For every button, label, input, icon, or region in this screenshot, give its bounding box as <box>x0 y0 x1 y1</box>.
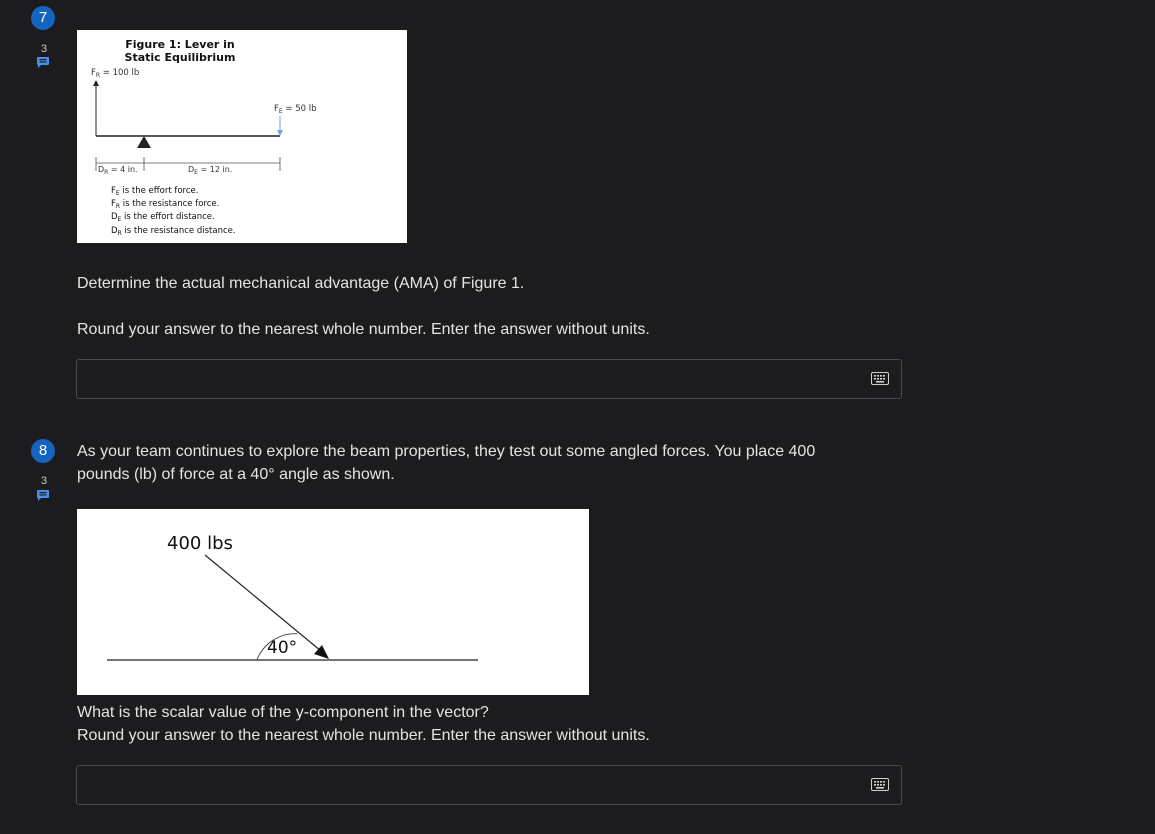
force-vector-line <box>205 555 321 651</box>
question-8-prompt <box>77 440 815 486</box>
force-label: 400 lbs <box>167 533 233 554</box>
legend-de: $D_E$ is the effort distance. <box>111 212 215 223</box>
figure-title-line2: Static Equilibrium <box>124 51 236 64</box>
question-points-8: 3 <box>40 475 48 487</box>
figure-angled-force <box>77 509 589 695</box>
legend-dr: $D_R$ is the resistance distance. <box>111 226 236 237</box>
resistance-force-arrow <box>93 80 99 86</box>
question-7-instructions: Round your answer to the nearest whole number. Enter the answer without units. <box>77 321 650 338</box>
dr-label: $D_R = 4$ in. <box>98 165 138 176</box>
answer-input-7[interactable] <box>76 359 902 399</box>
question-8-prompt-line2: pounds (lb) of force at a 40° angle as shown. <box>77 466 395 483</box>
fulcrum <box>137 136 151 148</box>
figure-1-lever <box>77 30 407 243</box>
legend-fr: $F_R$ is the resistance force. <box>111 199 220 210</box>
note-icon[interactable] <box>37 490 49 501</box>
note-icon[interactable] <box>37 57 49 68</box>
question-7-prompt: Determine the actual mechanical advantage (AMA) of Figure 1. <box>77 275 525 292</box>
keyboard-icon[interactable] <box>871 778 889 791</box>
question-number-8: 8 <box>31 439 55 463</box>
figure-title-line1: Figure 1: Lever in <box>125 38 235 51</box>
question-points-7: 3 <box>40 43 48 55</box>
fe-label: $F_E = 50$ lb <box>274 104 317 115</box>
answer-input-8[interactable] <box>76 765 902 805</box>
keyboard-icon[interactable] <box>871 372 889 385</box>
question-8-prompt-line1: As your team continues to explore the beam properties, they test out some angled forces. You place 400 <box>77 443 816 460</box>
fr-label: $F_R = 100$ lb <box>91 68 140 79</box>
question-number-7: 7 <box>31 6 55 30</box>
question-8-instructions: Round your answer to the nearest whole number. Enter the answer without units. <box>77 727 650 744</box>
effort-force-arrow <box>277 130 283 136</box>
angle-label: 40° <box>267 638 298 658</box>
legend-fe: $F_E$ is the effort force. <box>111 186 199 197</box>
question-8-question: What is the scalar value of the y-component in the vector? <box>77 704 489 721</box>
de-label: $D_E = 12$ in. <box>188 165 233 176</box>
